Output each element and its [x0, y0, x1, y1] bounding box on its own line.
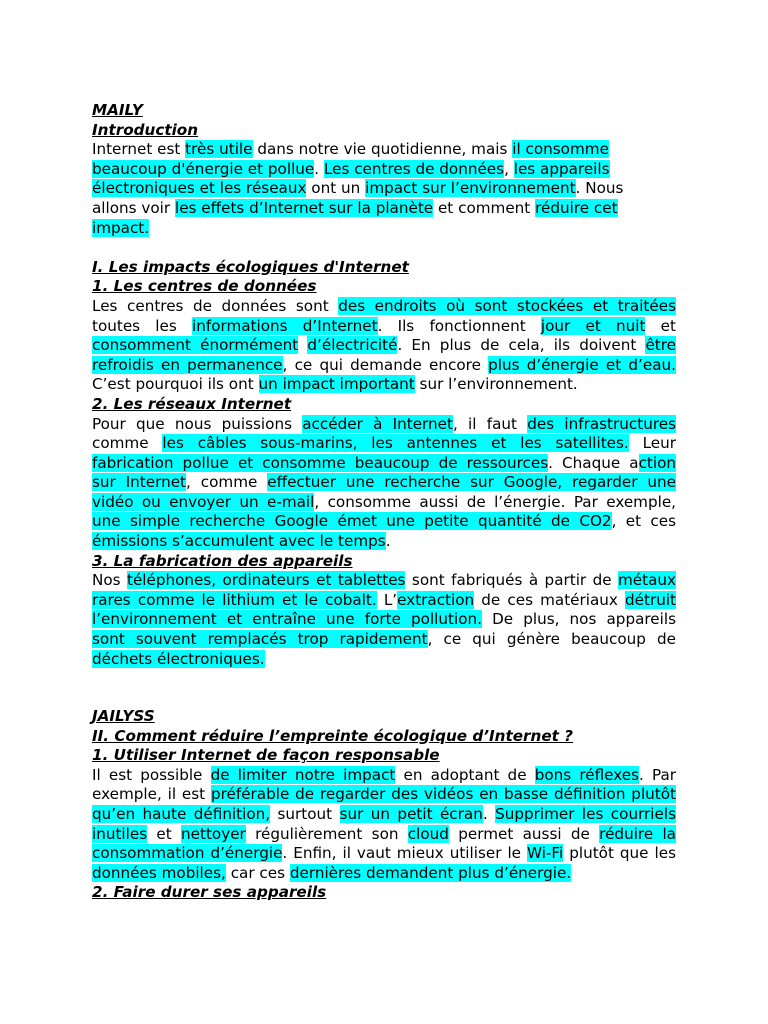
highlighted-text: bons réflexes: [534, 765, 639, 784]
paragraph-line: [92, 199, 676, 219]
highlighted-text: être: [645, 336, 676, 355]
highlighted-text: métaux: [618, 571, 677, 590]
highlighted-text: dernières demandent plus d’énergie.: [289, 863, 572, 882]
highlighted-text: les appareils: [513, 159, 610, 178]
text-run: De plus, nos appareils: [481, 610, 676, 629]
highlighted-text: Supprimer les courriels: [495, 804, 676, 823]
highlighted-text: inutiles: [92, 824, 148, 843]
text-run: dans notre vie quotidienne, mais: [252, 140, 513, 159]
highlighted-text: une simple recherche Google émet une petite quantité de CO2: [92, 512, 612, 531]
highlighted-text: déchets électroniques.: [92, 649, 265, 668]
paragraph-line: [92, 454, 676, 474]
text-run: .: [385, 532, 391, 551]
text-run: allons voir: [92, 198, 175, 217]
paragraph-line: [92, 297, 676, 317]
highlighted-text: extraction: [397, 590, 475, 609]
highlighted-text: jour et nuit: [540, 316, 646, 335]
text-run: permet aussi de: [448, 824, 600, 843]
section-heading: [92, 707, 676, 727]
highlighted-text: plus d’énergie et d’eau.: [488, 355, 676, 374]
highlighted-text: réduire la: [599, 824, 676, 843]
paragraph-line: [92, 375, 676, 395]
paragraph-line: [92, 356, 676, 376]
highlighted-text: un impact important: [258, 375, 415, 394]
paragraph-line: [92, 844, 676, 864]
highlighted-text: données mobiles,: [92, 863, 226, 882]
section-heading: [92, 552, 676, 572]
paragraph-line: [92, 160, 676, 180]
text-run: , comme: [186, 473, 268, 492]
paragraph-line: [92, 825, 676, 845]
text-run: ont un: [306, 179, 366, 198]
text-run: régulièrement son: [245, 824, 408, 843]
highlighted-text: des infrastructures: [527, 414, 676, 433]
paragraph-line: [92, 512, 676, 532]
highlighted-text: il consomme: [512, 140, 609, 159]
highlighted-text: Wi-Fi: [527, 844, 564, 863]
text-run: . Par: [639, 765, 677, 784]
text-run: 3. La fabrication des appareils: [92, 551, 353, 570]
text-run: toutes les: [92, 316, 192, 335]
section-maily: [92, 101, 676, 669]
highlighted-text: cloud: [407, 824, 449, 843]
highlighted-text: préférable de regarder des vidéos en basse définition plutôt: [210, 785, 676, 804]
text-run: et: [147, 824, 182, 843]
text-run: Pour que nous puissions: [92, 414, 303, 433]
text-run: . Nous: [575, 179, 624, 198]
text-run: 2. Les réseaux Internet: [92, 394, 292, 413]
text-run: sur l’environnement.: [414, 375, 578, 394]
paragraph-line: [92, 473, 676, 493]
highlighted-text: fabrication pollue et consomme beaucoup de ressources: [92, 453, 549, 472]
paragraph-line: [92, 415, 676, 435]
text-run: Nos: [92, 571, 127, 590]
text-run: en adoptant de: [395, 765, 535, 784]
text-run: 1. Utiliser Internet de façon responsable: [92, 746, 440, 765]
text-run: 2. Faire durer ses appareils: [92, 883, 327, 902]
highlighted-text: nettoyer: [181, 824, 246, 843]
highlighted-text: sur Internet: [92, 473, 187, 492]
text-run: Introduction: [92, 120, 199, 139]
text-run: I. Les impacts écologiques d'Internet: [92, 257, 409, 276]
highlighted-text: informations d’Internet: [192, 316, 378, 335]
paragraph-line: [92, 179, 676, 199]
section-heading: [92, 258, 676, 278]
text-run: car ces: [225, 863, 290, 882]
highlighted-text: détruit: [625, 590, 677, 609]
highlighted-text: beaucoup d'énergie et pollue: [92, 159, 315, 178]
highlighted-text: vidéo ou envoyer un e-mail: [92, 492, 315, 511]
highlighted-text: accéder à Internet: [302, 414, 453, 433]
section-heading: [92, 883, 676, 903]
highlighted-text: d’électricité: [307, 336, 398, 355]
highlighted-text: électroniques et les réseaux: [92, 179, 307, 198]
highlighted-text: Les centres de données: [323, 159, 505, 178]
paragraph-line: [92, 766, 676, 786]
text-run: II. Comment réduire l’empreinte écologique d’Internet ?: [92, 726, 573, 745]
highlighted-text: réduire cet: [535, 198, 618, 217]
highlighted-text: sont souvent remplacés trop rapidement: [92, 630, 428, 649]
text-run: Les centres de données sont: [92, 296, 339, 315]
text-run: L’: [376, 590, 398, 609]
section-heading: [92, 277, 676, 297]
highlighted-text: sur un petit écran: [339, 804, 483, 823]
section-heading: [92, 746, 676, 766]
paragraph-line: [92, 864, 676, 884]
section-heading: [92, 727, 676, 747]
text-run: .: [482, 804, 496, 823]
text-run: C’est pourquoi ils ont: [92, 375, 259, 394]
paragraph-line: [92, 434, 676, 454]
text-run: . Chaque a: [548, 453, 639, 472]
section-heading: [92, 395, 676, 415]
paragraph-line: [92, 805, 676, 825]
paragraph-line: [92, 532, 676, 552]
paragraph-line: [92, 630, 676, 650]
highlighted-text: les câbles sous-marins, les antennes et les satellites.: [162, 434, 629, 453]
text-run: , il faut: [452, 414, 528, 433]
highlighted-text: rares comme le lithium et le cobalt.: [92, 590, 377, 609]
text-run: Il est possible: [92, 765, 211, 784]
paragraph-line: [92, 650, 676, 670]
text-run: surtout: [270, 804, 340, 823]
text-run: . Ils fonctionnent: [377, 316, 541, 335]
highlighted-text: qu’en haute définition,: [92, 804, 271, 823]
text-run: , consomme aussi de l’énergie. Par exemple,: [314, 492, 677, 511]
paragraph-line: [92, 336, 676, 356]
paragraph-line: [92, 317, 676, 337]
highlighted-text: impact sur l’environnement: [365, 179, 576, 198]
text-run: 1. Les centres de données: [92, 277, 317, 296]
section-heading: [92, 101, 676, 121]
paragraph-line: [92, 591, 676, 611]
highlighted-text: de limiter notre impact: [210, 765, 396, 784]
text-run: exemple, il est: [92, 785, 211, 804]
highlighted-text: consommation d’énergie: [92, 844, 283, 863]
highlighted-text: refroidis en permanence: [92, 355, 283, 374]
highlighted-text: consomment énormément: [92, 336, 299, 355]
text-run: et: [645, 316, 676, 335]
text-run: , ce qui demande encore: [282, 355, 489, 374]
blank-line: [92, 238, 676, 258]
text-run: plutôt que les: [563, 844, 676, 863]
section-heading: [92, 121, 676, 141]
text-run: sont fabriqués à partir de: [405, 571, 618, 590]
highlighted-text: effectuer une recherche sur Google, regarder une: [267, 473, 677, 492]
text-run: Leur: [628, 434, 676, 453]
text-run: et comment: [433, 198, 536, 217]
text-run: . Enfin, il vaut mieux utiliser le: [282, 844, 528, 863]
paragraph-line: [92, 493, 676, 513]
highlighted-text: impact.: [92, 218, 150, 237]
text-run: comme: [92, 434, 163, 453]
highlighted-text: les effets d’Internet sur la planète: [174, 198, 434, 217]
text-run: , et ces: [611, 512, 677, 531]
text-run: Internet est: [92, 140, 186, 159]
highlighted-text: des endroits où sont stockées et traitées: [338, 296, 676, 315]
section-jailyss: [92, 707, 676, 903]
highlighted-text: l’environnement et entraîne une forte pollution.: [92, 610, 482, 629]
paragraph-line: [92, 219, 676, 239]
paragraph-line: [92, 610, 676, 630]
highlighted-text: téléphones, ordinateurs et tablettes: [127, 571, 406, 590]
highlighted-text: très utile: [185, 140, 253, 159]
text-run: . En plus de cela, ils doivent: [397, 336, 646, 355]
text-run: de ces matériaux: [474, 590, 626, 609]
paragraph-line: [92, 785, 676, 805]
highlighted-text: émissions s’accumulent avec le temps: [92, 532, 386, 551]
paragraph-line: [92, 140, 676, 160]
highlighted-text: ction: [638, 453, 677, 472]
paragraph-line: [92, 571, 676, 591]
text-run: , ce qui génère beaucoup de: [427, 630, 676, 649]
text-run: JAILYSS: [92, 707, 155, 725]
text-run: .: [314, 159, 324, 178]
text-run: MAILY: [92, 101, 143, 119]
text-run: ,: [504, 159, 514, 178]
